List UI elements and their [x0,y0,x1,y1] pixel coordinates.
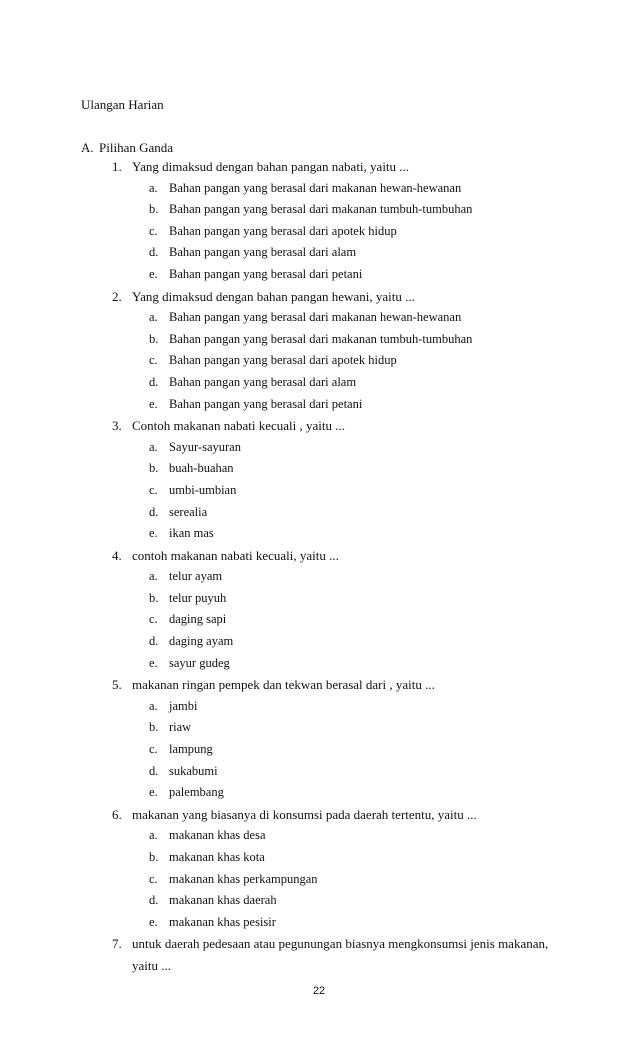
question-stem [112,545,572,567]
option-list [112,566,572,674]
option-list [112,825,572,933]
answer-option [112,890,572,912]
option-text: palembang [169,785,224,800]
option-text: Bahan pangan yang berasal dari makanan tumbuh-tumbuhan [169,202,473,217]
question-text: Yang dimaksud dengan bahan pangan hewani, yaitu ... [132,288,415,304]
answer-option [112,869,572,891]
option-letter: d. [149,893,159,908]
option-list [112,178,572,286]
answer-option [112,523,572,545]
option-text: daging sapi [169,612,227,627]
option-letter: a. [149,698,158,713]
page-number: 22 [312,985,326,997]
question-3 [112,415,572,545]
option-letter: a. [149,828,158,843]
option-letter: e. [149,785,158,800]
question-number: 1. [112,159,122,174]
option-letter: d. [149,634,159,649]
answer-option [112,307,572,329]
option-text: telur ayam [169,569,223,584]
option-text: sukabumi [169,763,218,778]
answer-option [112,394,572,416]
answer-option [112,847,572,869]
question-5 [112,674,572,804]
question-number: 5. [112,677,122,693]
option-text: makanan khas desa [169,828,266,843]
question-stem [112,156,572,178]
question-4 [112,545,572,675]
answer-option [112,825,572,847]
option-letter: e. [149,655,158,670]
answer-option [112,761,572,783]
document-title: Ulangan Harian [81,97,164,112]
section-title: Pilihan Ganda [99,140,174,155]
option-text: buah-buahan [169,461,234,476]
option-letter: b. [149,461,159,476]
option-letter: e. [149,526,158,541]
option-letter: d. [149,763,159,778]
question-text: makanan yang biasanya di konsumsi pada daerah tertentu, yaitu ... [132,806,477,822]
option-letter: b. [149,331,159,346]
answer-option [112,653,572,675]
answer-option [112,221,572,243]
option-letter: b. [149,720,159,735]
option-letter: b. [149,850,159,864]
answer-option [112,437,572,459]
answer-option [112,264,572,286]
option-text: Bahan pangan yang berasal dari makanan hewan-hewanan [169,310,462,325]
question-stem [112,286,572,308]
option-text: makanan khas perkampungan [169,871,318,886]
answer-option [112,717,572,739]
option-text: lampung [169,742,213,757]
option-letter: a. [149,569,158,584]
answer-option [112,912,572,934]
question-7 [112,933,572,976]
option-list [112,437,572,545]
answer-option [112,329,572,351]
option-text: makanan khas kota [169,850,265,864]
option-list [112,307,572,415]
option-letter: e. [149,266,158,281]
answer-option [112,631,572,653]
question-number: 6. [112,806,122,822]
answer-option [112,372,572,394]
option-text: Bahan pangan yang berasal dari alam [169,245,357,260]
option-text: riaw [169,720,192,735]
answer-option [112,588,572,610]
question-number: 7. [112,936,122,952]
option-text: Bahan pangan yang berasal dari alam [169,374,357,389]
question-number: 4. [112,547,122,563]
answer-option [112,178,572,200]
answer-option [112,739,572,761]
question-1 [112,156,572,286]
option-letter: a. [149,439,158,454]
answer-option [112,502,572,524]
option-letter: b. [149,202,159,217]
option-text: Sayur-sayuran [169,439,241,454]
option-letter: a. [149,180,158,195]
question-2 [112,286,572,416]
question-number: 3. [112,418,122,434]
option-letter: c. [149,223,158,238]
option-text: jambi [169,698,198,713]
option-text: serealia [169,504,208,519]
option-letter: e. [149,914,158,929]
option-text: sayur gudeg [169,655,230,670]
option-text: umbi-umbian [169,482,237,497]
option-text: daging ayam [169,634,234,649]
option-letter: b. [149,590,159,605]
option-list [112,696,572,804]
question-text: makanan ringan pempek dan tekwan berasal dari , yaitu ... [132,677,435,693]
option-letter: c. [149,482,158,497]
answer-option [112,199,572,221]
question-stem [112,933,572,976]
option-letter: d. [149,504,159,519]
option-letter: e. [149,396,158,411]
question-text: untuk daerah pedesaan atau pegunungan biasnya mengkonsumsi jenis makanan, yaitu ... [132,936,549,973]
option-text: makanan khas daerah [169,893,277,908]
question-text: contoh makanan nabati kecuali, yaitu ... [132,547,339,563]
question-text: Yang dimaksud dengan bahan pangan nabati, yaitu ... [132,159,410,174]
option-text: Bahan pangan yang berasal dari apotek hidup [169,353,397,368]
option-text: Bahan pangan yang berasal dari makanan tumbuh-tumbuhan [169,331,473,346]
option-text: Bahan pangan yang berasal dari apotek hidup [169,223,397,238]
answer-option [112,782,572,804]
option-text: Bahan pangan yang berasal dari petani [169,266,363,281]
option-letter: d. [149,374,159,389]
question-list [112,156,572,977]
section-letter: A. [81,140,94,155]
option-letter: c. [149,612,158,627]
question-stem [112,674,572,696]
option-text: ikan mas [169,526,214,541]
question-6 [112,804,572,934]
answer-option [112,480,572,502]
question-stem [112,804,572,826]
option-text: Bahan pangan yang berasal dari makanan hewan-hewanan [169,180,462,195]
option-letter: c. [149,353,158,368]
answer-option [112,609,572,631]
question-stem [112,415,572,437]
answer-option [112,566,572,588]
question-text: Contoh makanan nabati kecuali , yaitu ... [132,418,345,434]
answer-option [112,350,572,372]
option-letter: a. [149,310,158,325]
option-text: Bahan pangan yang berasal dari petani [169,396,363,411]
section-heading [81,140,173,156]
answer-option [112,696,572,718]
option-text: telur puyuh [169,590,227,605]
option-letter: c. [149,871,158,886]
option-letter: c. [149,742,158,757]
answer-option [112,242,572,264]
option-letter: d. [149,245,159,260]
answer-option [112,458,572,480]
option-text: makanan khas pesisir [169,914,276,929]
question-number: 2. [112,288,122,304]
